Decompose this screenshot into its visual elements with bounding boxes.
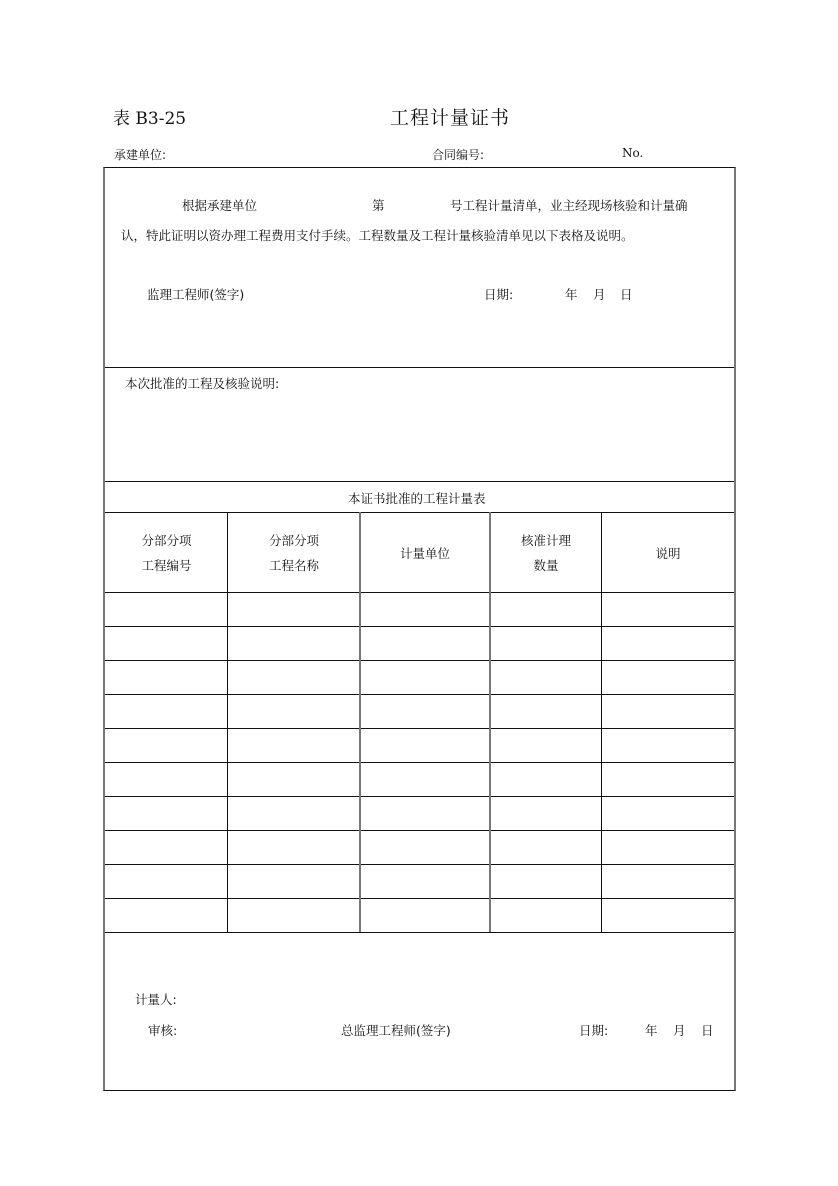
- row-divider: [105, 762, 734, 763]
- row-divider: [105, 864, 734, 865]
- item-name-cell[interactable]: [228, 899, 359, 933]
- approved-quantity-cell[interactable]: [490, 831, 601, 865]
- item-name-cell[interactable]: [228, 729, 359, 763]
- no-label: No.: [622, 146, 644, 160]
- approved-quantity-cell[interactable]: [490, 797, 601, 831]
- item-name-cell[interactable]: [228, 695, 359, 729]
- column-header-unit: [360, 513, 490, 593]
- column-divider: [489, 512, 491, 932]
- column-header-approved-quantity: [490, 513, 602, 593]
- item-code-cell[interactable]: [105, 695, 227, 729]
- cert-text-line2: 认，特此证明以资办理工程费用支付手续。工程数量及工程计量核验清单见以下表格及说明。: [121, 228, 634, 243]
- cert-text-part3: 号工程计量清单，业主经现场核验和计量确: [450, 198, 688, 213]
- column-header-item-code: [105, 513, 228, 593]
- row-divider: [105, 694, 734, 695]
- page-title: 工程计量证书: [390, 107, 511, 129]
- header-line: 核准计理: [520, 533, 571, 548]
- row-divider: [105, 728, 734, 729]
- measurer-label: 计量人:: [135, 992, 177, 1007]
- contractor-label: 承建单位:: [114, 148, 167, 162]
- column-divider: [359, 512, 361, 932]
- unit-cell[interactable]: [360, 661, 489, 695]
- row-divider: [105, 660, 734, 661]
- remarks-cell[interactable]: [602, 593, 734, 627]
- remarks-cell[interactable]: [602, 729, 734, 763]
- item-name-cell[interactable]: [228, 865, 359, 899]
- item-name-cell[interactable]: [228, 763, 359, 797]
- approved-quantity-cell[interactable]: [490, 695, 601, 729]
- unit-cell[interactable]: [360, 865, 489, 899]
- certificate-form: [103, 167, 736, 1091]
- header-line: 说明: [655, 545, 681, 561]
- item-code-cell[interactable]: [105, 627, 227, 661]
- cert-date-day: 日: [620, 287, 633, 302]
- cert-text-part2: 第: [372, 198, 385, 213]
- unit-cell[interactable]: [360, 729, 489, 763]
- item-name-cell[interactable]: [228, 831, 359, 865]
- unit-cell[interactable]: [360, 695, 489, 729]
- remarks-cell[interactable]: [602, 797, 734, 831]
- approved-quantity-cell[interactable]: [490, 593, 601, 627]
- item-code-cell[interactable]: [105, 797, 227, 831]
- remarks-cell[interactable]: [602, 831, 734, 865]
- footer-date-label: 日期:: [579, 1023, 609, 1038]
- column-divider: [227, 512, 228, 932]
- row-divider: [105, 830, 734, 831]
- item-code-cell[interactable]: [105, 865, 227, 899]
- table-caption: 本证书批准的工程计量表: [348, 491, 486, 506]
- remarks-cell[interactable]: [602, 661, 734, 695]
- engineer-sign-label: 监理工程师(签字): [147, 287, 245, 302]
- approved-quantity-cell[interactable]: [490, 729, 601, 763]
- item-code-cell[interactable]: [105, 661, 227, 695]
- item-name-cell[interactable]: [228, 661, 359, 695]
- approved-quantity-cell[interactable]: [490, 661, 601, 695]
- item-code-cell[interactable]: [105, 593, 227, 627]
- divider: [105, 481, 734, 482]
- column-header-item-name: [228, 513, 360, 593]
- footer-date-day: 日: [701, 1023, 714, 1038]
- header-line: 数量: [533, 558, 559, 573]
- unit-cell[interactable]: [360, 763, 489, 797]
- divider: [105, 932, 734, 933]
- cert-text-part1: 根据承建单位: [182, 198, 258, 213]
- remarks-cell[interactable]: [602, 899, 734, 933]
- remarks-cell[interactable]: [602, 695, 734, 729]
- form-code: 表 B3-25: [113, 109, 187, 129]
- contract-no-label: 合同编号:: [432, 148, 485, 162]
- footer-date-month: 月: [673, 1023, 686, 1038]
- row-divider: [105, 898, 734, 899]
- remarks-cell[interactable]: [602, 865, 734, 899]
- approved-quantity-cell[interactable]: [490, 627, 601, 661]
- unit-cell[interactable]: [360, 831, 489, 865]
- approved-quantity-cell[interactable]: [490, 763, 601, 797]
- header-line: 工程名称: [268, 558, 319, 573]
- header-line: 工程编号: [141, 558, 192, 573]
- chief-engineer-sign-label: 总监理工程师(签字): [341, 1023, 451, 1038]
- item-name-cell[interactable]: [228, 627, 359, 661]
- approved-quantity-cell[interactable]: [490, 899, 601, 933]
- header-line: 分部分项: [268, 533, 319, 548]
- unit-cell[interactable]: [360, 627, 489, 661]
- item-code-cell[interactable]: [105, 729, 227, 763]
- header-line: 计量单位: [399, 545, 450, 561]
- review-label: 审核:: [148, 1023, 178, 1038]
- row-divider: [105, 626, 734, 627]
- item-code-cell[interactable]: [105, 831, 227, 865]
- unit-cell[interactable]: [360, 593, 489, 627]
- cert-date-year: 年: [565, 287, 578, 302]
- header-line: 分部分项: [141, 533, 192, 548]
- row-divider: [105, 796, 734, 797]
- item-code-cell[interactable]: [105, 899, 227, 933]
- cert-date-month: 月: [593, 287, 606, 302]
- item-name-cell[interactable]: [228, 797, 359, 831]
- footer-date-year: 年: [645, 1023, 658, 1038]
- column-header-remarks: [602, 513, 734, 593]
- cert-date-label: 日期:: [484, 287, 514, 302]
- remarks-cell[interactable]: [602, 627, 734, 661]
- approval-notes-label: 本次批准的工程及核验说明:: [125, 376, 280, 391]
- unit-cell[interactable]: [360, 899, 489, 933]
- unit-cell[interactable]: [360, 797, 489, 831]
- item-code-cell[interactable]: [105, 763, 227, 797]
- divider: [105, 367, 734, 368]
- approved-quantity-cell[interactable]: [490, 865, 601, 899]
- remarks-cell[interactable]: [602, 763, 734, 797]
- column-divider: [601, 512, 602, 932]
- item-name-cell[interactable]: [228, 593, 359, 627]
